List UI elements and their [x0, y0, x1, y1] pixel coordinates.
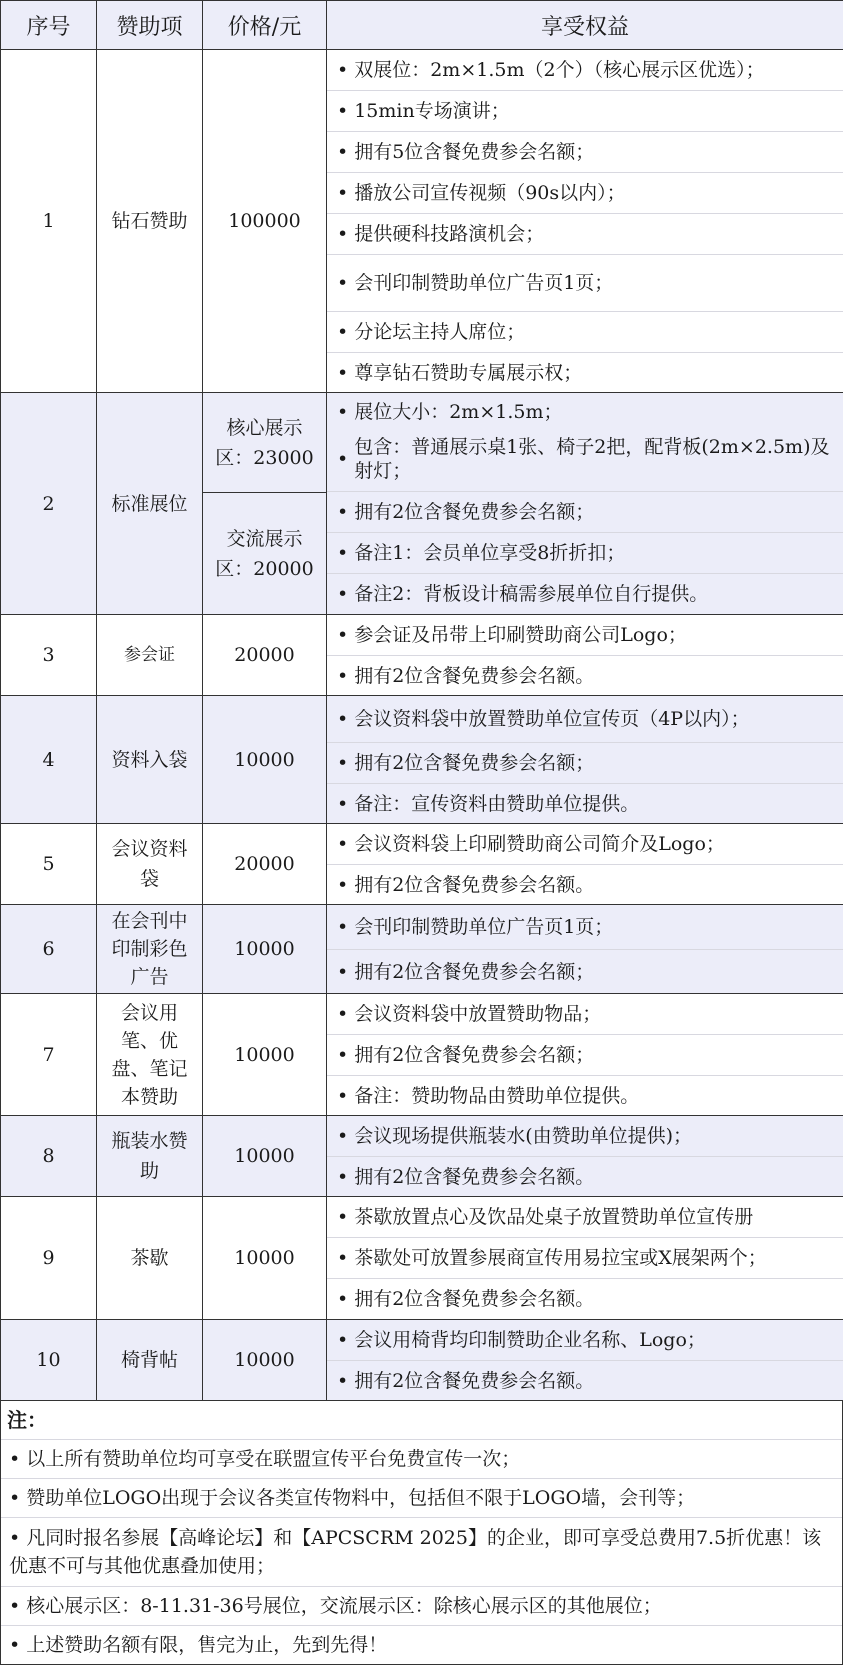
header-benefits: 享受权益 — [327, 1, 843, 50]
note-item: • 凡同时报名参展【高峰论坛】和【APCSCRM 2025】的企业，即可享受总费用7.5折优惠！该优惠不可与其他优惠叠加使用； — [1, 1517, 842, 1586]
row-benefits — [327, 905, 843, 994]
benefit-item: • 分论坛主持人席位； — [327, 312, 843, 353]
benefit-item: • 会议现场提供瓶装水(由赞助单位提供)； — [327, 1116, 843, 1157]
benefit-item: • 拥有2位含餐免费参会名额。 — [327, 865, 843, 904]
row-no: 2 — [1, 393, 97, 615]
benefit-item: • 尊享钻石赞助专属展示权； — [327, 353, 843, 392]
table-row — [1, 1197, 843, 1320]
row-benefits — [327, 696, 843, 824]
table-row — [1, 994, 843, 1116]
benefit-item: • 会刊印制赞助单位广告页1页； — [327, 255, 843, 312]
row-price: 10000 — [203, 1197, 327, 1320]
header-item: 赞助项 — [97, 1, 203, 50]
benefit-item: • 备注：宣传资料由赞助单位提供。 — [327, 784, 843, 823]
benefit-item: • 拥有2位含餐免费参会名额。 — [327, 1361, 843, 1400]
benefit-item: • 拥有2位含餐免费参会名额。 — [327, 656, 843, 695]
benefit-item: • 茶歇处可放置参展商宣传用易拉宝或X展架两个； — [327, 1238, 843, 1279]
benefit-item: • 拥有2位含餐免费参会名额。 — [327, 1279, 843, 1319]
row-benefits — [327, 1197, 843, 1320]
row-price: 20000 — [203, 615, 327, 696]
row-price: 100000 — [203, 50, 327, 393]
row-price-core: 核心展示区：23000 — [203, 393, 327, 493]
row-benefits — [327, 615, 843, 696]
row-no: 7 — [1, 994, 97, 1116]
row-no: 3 — [1, 615, 97, 696]
row-benefits — [327, 824, 843, 905]
row-benefits — [327, 1116, 843, 1197]
row-price: 20000 — [203, 824, 327, 905]
note-item: • 赞助单位LOGO出现于会议各类宣传物料中，包括但不限于LOGO墙，会刊等； — [1, 1478, 842, 1517]
note-item: • 核心展示区：8-11.31-36号展位，交流展示区：除核心展示区的其他展位； — [1, 1586, 842, 1625]
benefit-item: • 15min专场演讲； — [327, 91, 843, 132]
note-item: • 以上所有赞助单位均可享受在联盟宣传平台免费宣传一次； — [1, 1439, 842, 1478]
benefit-item: • 参会证及吊带上印刷赞助商公司Logo； — [327, 615, 843, 656]
table-row — [1, 824, 843, 905]
row-benefits — [327, 50, 843, 393]
benefit-item: • 茶歇放置点心及饮品处桌子放置赞助单位宣传册 — [327, 1197, 843, 1238]
row-item: 参会证 — [97, 615, 203, 696]
row-no: 10 — [1, 1320, 97, 1401]
benefit-item: • 展位大小：2m×1.5m； — [327, 393, 843, 431]
benefit-item: • 拥有5位含餐免费参会名额； — [327, 132, 843, 173]
row-benefits — [327, 994, 843, 1116]
row-no: 1 — [1, 50, 97, 393]
benefit-item: • 会刊印制赞助单位广告页1页； — [327, 905, 843, 950]
benefit-item: • 播放公司宣传视频（90s以内）； — [327, 173, 843, 214]
benefit-item: • 备注：赞助物品由赞助单位提供。 — [327, 1076, 843, 1115]
table-row — [1, 1320, 843, 1401]
table-row — [1, 696, 843, 824]
row-benefits — [327, 393, 843, 615]
table-row — [1, 393, 843, 493]
table-row — [1, 50, 843, 393]
benefit-item: • 会议资料袋中放置赞助单位宣传页（4P以内）； — [327, 696, 843, 743]
row-price: 10000 — [203, 1116, 327, 1197]
table-row — [1, 905, 843, 994]
row-price: 10000 — [203, 696, 327, 824]
row-item: 瓶装水赞助 — [97, 1116, 203, 1197]
row-item: 资料入袋 — [97, 696, 203, 824]
benefit-item: • 包含：普通展示桌1张、椅子2把，配背板(2m×2.5m)及射灯； — [327, 431, 843, 492]
table-row — [1, 1116, 843, 1197]
row-price-exchange: 交流展示区：20000 — [203, 493, 327, 615]
header-price: 价格/元 — [203, 1, 327, 50]
row-no: 6 — [1, 905, 97, 994]
row-price: 10000 — [203, 1320, 327, 1401]
benefit-item: • 会议资料袋中放置赞助物品； — [327, 994, 843, 1035]
row-item: 会议用笔、优盘、笔记本赞助 — [97, 994, 203, 1116]
benefit-item: • 双展位：2m×1.5m（2个）（核心展示区优选）； — [327, 50, 843, 91]
notes-title: 注： — [1, 1401, 842, 1439]
benefit-item: • 拥有2位含餐免费参会名额； — [327, 1035, 843, 1076]
row-item: 标准展位 — [97, 393, 203, 615]
row-item: 茶歇 — [97, 1197, 203, 1320]
notes-section — [0, 1401, 843, 1665]
benefit-item: • 拥有2位含餐免费参会名额； — [327, 743, 843, 784]
benefit-item: • 备注1：会员单位享受8折折扣； — [327, 533, 843, 574]
benefit-item: • 备注2：背板设计稿需参展单位自行提供。 — [327, 574, 843, 614]
row-no: 9 — [1, 1197, 97, 1320]
table-header — [1, 1, 843, 50]
note-item: • 上述赞助名额有限，售完为止，先到先得！ — [1, 1625, 842, 1664]
benefit-item: • 会议用椅背均印制赞助企业名称、Logo； — [327, 1320, 843, 1361]
row-item: 椅背帖 — [97, 1320, 203, 1401]
row-price: 10000 — [203, 905, 327, 994]
row-price: 10000 — [203, 994, 327, 1116]
row-benefits — [327, 1320, 843, 1401]
benefit-item: • 拥有2位含餐免费参会名额。 — [327, 1157, 843, 1196]
row-no: 5 — [1, 824, 97, 905]
benefit-item: • 拥有2位含餐免费参会名额； — [327, 492, 843, 533]
benefit-item: • 会议资料袋上印刷赞助商公司简介及Logo； — [327, 824, 843, 865]
benefit-item: • 提供硬科技路演机会； — [327, 214, 843, 255]
benefit-item: • 拥有2位含餐免费参会名额； — [327, 950, 843, 993]
row-item: 在会刊中印制彩色广告 — [97, 905, 203, 994]
table-row — [1, 615, 843, 696]
header-no: 序号 — [1, 1, 97, 50]
row-item: 钻石赞助 — [97, 50, 203, 393]
row-item: 会议资料袋 — [97, 824, 203, 905]
row-no: 4 — [1, 696, 97, 824]
row-no: 8 — [1, 1116, 97, 1197]
